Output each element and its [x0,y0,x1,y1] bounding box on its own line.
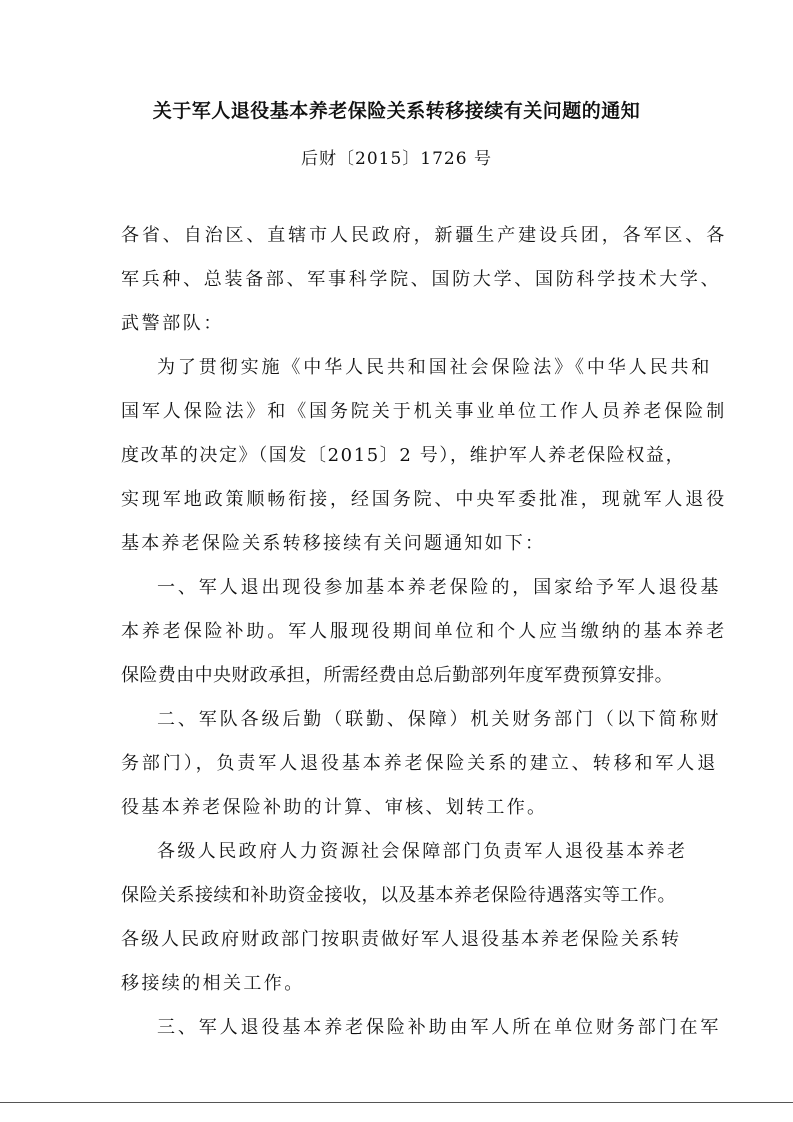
text-line-18: 移接续的相关工作。 [121,973,305,994]
text-line-9: 一、军人退出现役参加基本养老保险的，国家给予军人退役基 [157,577,722,598]
document-title: 关于军人退役基本养老保险关系转移接续有关问题的通知 [152,100,641,122]
page-bottom-divider [0,1102,793,1103]
text-line-13: 务部门），负责军人退役基本养老保险关系的建立、转移和军人退 [121,753,719,774]
document-number: 后财〔2015〕1726 号 [301,149,492,169]
text-line-4: 为了贯彻实施《中华人民共和国社会保险法》《中华人民共和 [157,357,713,378]
text-line-7: 实现军地政策顺畅衔接，经国务院、中央军委批准，现就军人退役 [121,489,728,510]
text-line-19: 三、军人退役基本养老保险补助由军人所在单位财务部门在军 [157,1017,722,1038]
text-line-15: 各级人民政府人力资源社会保障部门负责军人退役基本养老 [157,841,688,862]
text-line-10: 本养老保险补助。军人服现役期间单位和个人应当缴纳的基本养老 [121,621,728,642]
text-line-5: 国军人保险法》和《国务院关于机关事业单位工作人员养老保险制 [121,401,728,422]
text-line-12: 二、军队各级后勤（联勤、保障）机关财务部门（以下简称财 [157,709,722,730]
text-line-6: 度改革的决定》（国发〔2015〕2 号），维护军人养老保险权益， [121,445,686,466]
text-line-1: 各省、自治区、直辖市人民政府，新疆生产建设兵团，各军区、各 [121,225,728,246]
text-line-11: 保险费由中央财政承担，所需经费由总后勤部列年度军费预算安排。 [121,665,673,686]
text-line-3: 武警部队： [121,313,224,334]
text-line-16: 保险关系接续和补助资金接收，以及基本养老保险待遇落实等工作。 [121,885,676,906]
text-line-14: 役基本养老保险补助的计算、审核、划转工作。 [121,797,548,818]
text-line-8: 基本养老保险关系转移接续有关问题通知如下： [121,533,546,554]
text-line-17: 各级人民政府财政部门按职责做好军人退役基本养老保险关系转 [121,929,681,950]
text-line-2: 军兵种、总装备部、军事科学院、国防大学、国防科学技术大学、 [121,269,722,290]
